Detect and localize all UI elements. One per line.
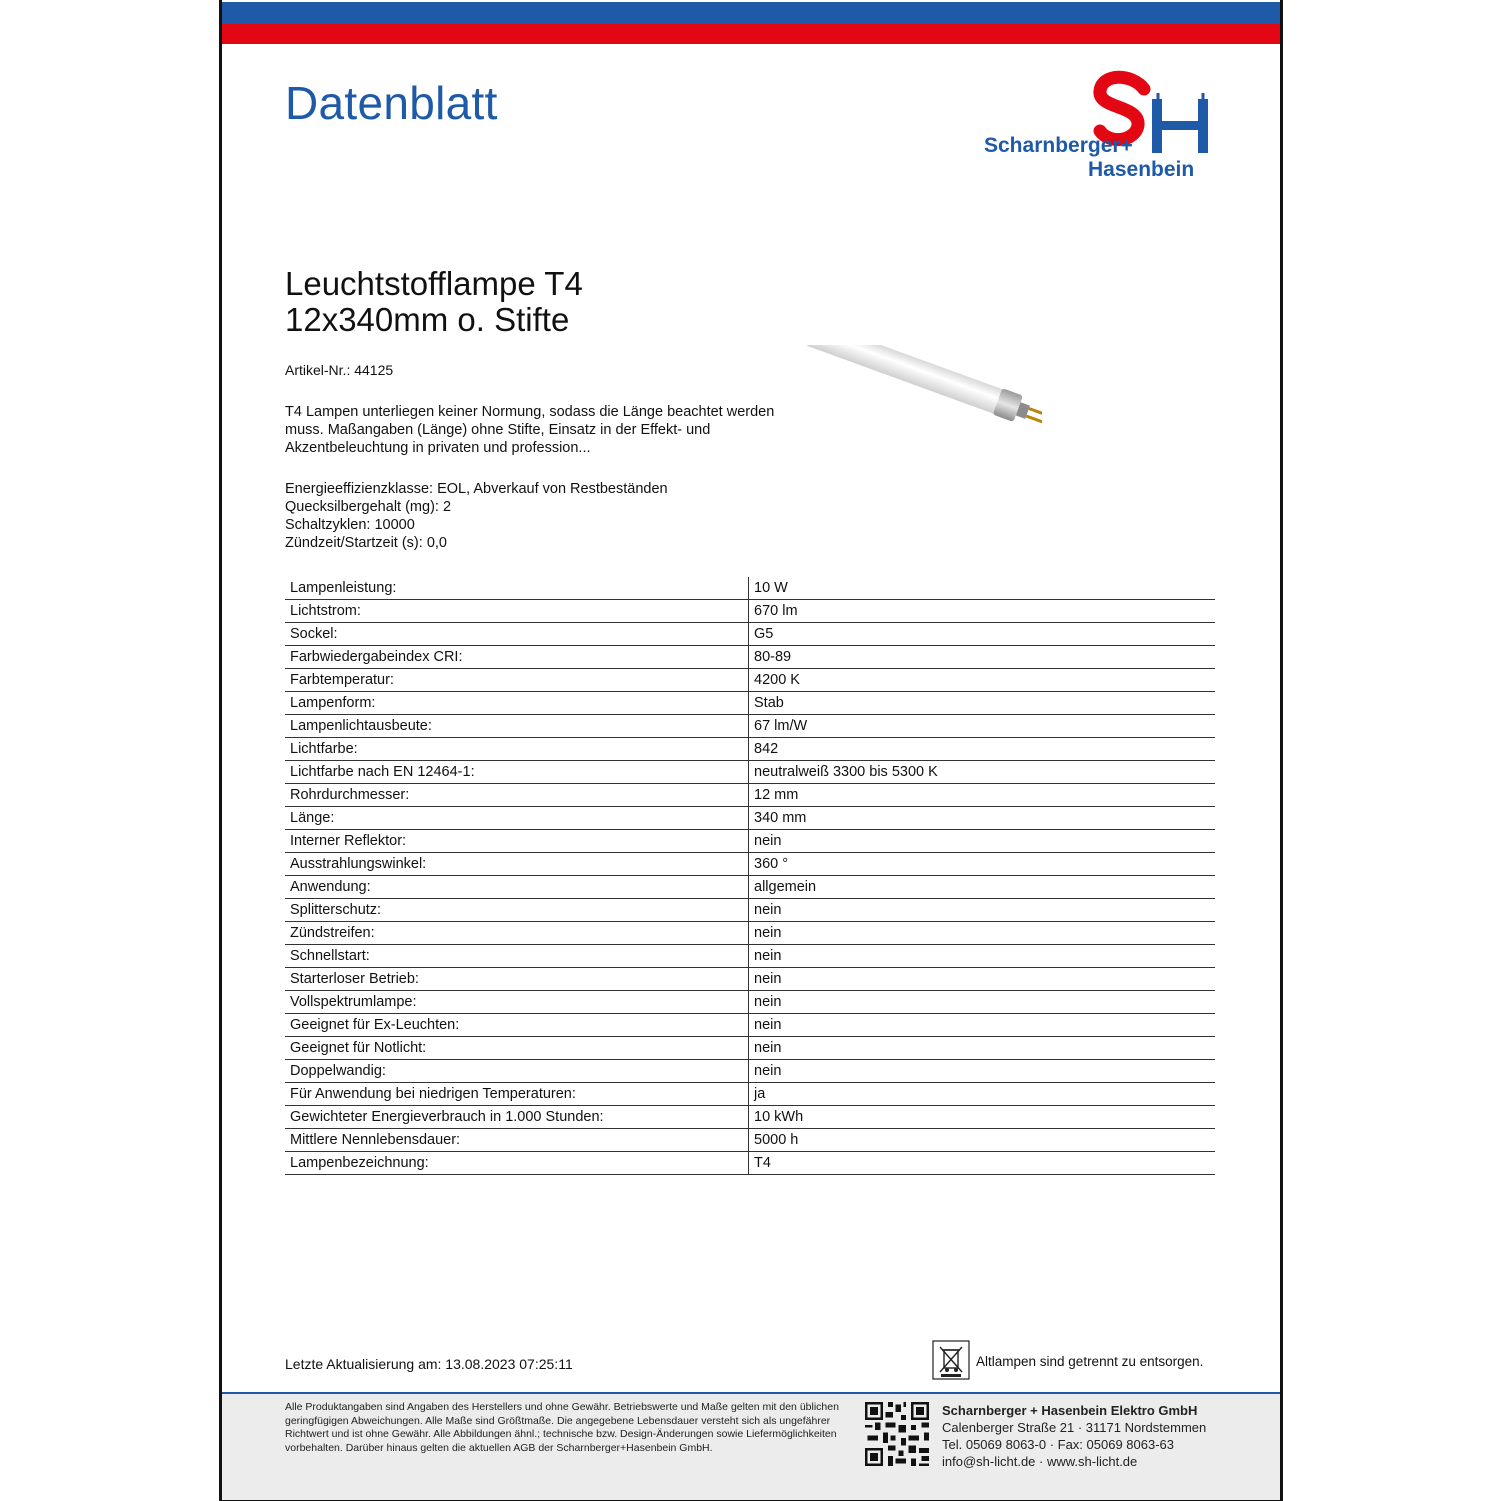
spec-label: Rohrdurchmesser: xyxy=(285,784,749,807)
spec-value: 842 xyxy=(749,738,1216,761)
spec-item: Energieeffizienzklasse: EOL, Abverkauf von Restbeständen xyxy=(285,481,668,497)
table-row xyxy=(285,1014,1215,1037)
table-row xyxy=(285,968,1215,991)
table-row xyxy=(285,922,1215,945)
spec-label: Ausstrahlungswinkel: xyxy=(285,853,749,876)
table-row xyxy=(285,1083,1215,1106)
spec-value: Stab xyxy=(749,692,1216,715)
company-name: Scharnberger + Hasenbein Elektro GmbH xyxy=(942,1403,1198,1418)
table-row xyxy=(285,761,1215,784)
company-address: Calenberger Straße 21 · 31171 Nordstemmen xyxy=(942,1420,1207,1435)
datasheet-page xyxy=(219,0,1283,1501)
spec-value: G5 xyxy=(749,623,1216,646)
product-title-line2: 12x340mm o. Stifte xyxy=(285,301,570,338)
spec-value: nein xyxy=(749,922,1216,945)
spec-label: Splitterschutz: xyxy=(285,899,749,922)
brand-name-line2: Hasenbein xyxy=(1088,158,1195,181)
company-web: info@sh-licht.de · www.sh-licht.de xyxy=(942,1454,1138,1469)
table-row xyxy=(285,945,1215,968)
spec-item: Schaltzyklen: 10000 xyxy=(285,517,415,533)
spec-value: ja xyxy=(749,1083,1216,1106)
spec-label: Schnellstart: xyxy=(285,945,749,968)
product-image xyxy=(802,345,1042,475)
spec-label: Geeignet für Ex-Leuchten: xyxy=(285,1014,749,1037)
brand-name-line1: Scharnberger+ xyxy=(984,134,1133,157)
spec-label: Anwendung: xyxy=(285,876,749,899)
spec-label: Doppelwandig: xyxy=(285,1060,749,1083)
spec-value: nein xyxy=(749,830,1216,853)
product-title-line1: Leuchtstofflampe T4 xyxy=(285,265,583,302)
spec-label: Für Anwendung bei niedrigen Temperaturen: xyxy=(285,1083,749,1106)
table-row xyxy=(285,1152,1215,1175)
spec-label: Lichtfarbe nach EN 12464-1: xyxy=(285,761,749,784)
table-row xyxy=(285,830,1215,853)
table-row xyxy=(285,784,1215,807)
last-updated: Letzte Aktualisierung am: 13.08.2023 07:25:11 xyxy=(285,1356,573,1372)
header-band-blue xyxy=(222,2,1280,24)
spec-label: Lampenlichtausbeute: xyxy=(285,715,749,738)
spec-value: neutralweiß 3300 bis 5300 K xyxy=(749,761,1216,784)
spec-value: 670 lm xyxy=(749,600,1216,623)
spec-value: 80-89 xyxy=(749,646,1216,669)
table-row xyxy=(285,1037,1215,1060)
table-row xyxy=(285,692,1215,715)
table-row xyxy=(285,715,1215,738)
product-description: T4 Lampen unterliegen keiner Normung, sodass die Länge beachtet werden muss. Maßangaben (Länge) ohne Stifte, Einsatz in der Effekt- und Akzentbeleuchtung in privaten und profession... xyxy=(285,404,775,456)
legal-notice: Alle Produktangaben sind Angaben des Herstellers und ohne Gewähr. Betriebswerte und Maße gelten mit den üblichen geringfügigen Abweichungen. Alle Maße sind Größtmaße. Die angegebene Lebensdauer versteht sich als ungefährer Richtwert und ist ohne Gewähr. Alle Abbildungen ähnl.; technische bzw. Design-Änderungen sowie Liefermöglichkeiten vorbehalten. Darüber hinaus gelten die aktuellen AGB der Scharnberger+Hasenbein GmbH. xyxy=(285,1401,839,1454)
qr-code-icon xyxy=(865,1402,929,1466)
spec-label: Farbtemperatur: xyxy=(285,669,749,692)
spec-value: 67 lm/W xyxy=(749,715,1216,738)
spec-label: Zündstreifen: xyxy=(285,922,749,945)
table-row xyxy=(285,623,1215,646)
spec-value: 10 kWh xyxy=(749,1106,1216,1129)
spec-value: nein xyxy=(749,991,1216,1014)
spec-value: 10 W xyxy=(749,577,1216,600)
article-number: Artikel-Nr.: 44125 xyxy=(285,362,394,378)
spec-label: Lampenleistung: xyxy=(285,577,749,600)
spec-label: Lichtfarbe: xyxy=(285,738,749,761)
header-band-red xyxy=(222,24,1280,44)
page-title: Datenblatt xyxy=(285,77,498,129)
company-contact xyxy=(942,1402,1206,1470)
table-row xyxy=(285,1129,1215,1152)
table-row xyxy=(285,876,1215,899)
recycling-bin-icon xyxy=(932,1340,970,1380)
spec-label: Lampenform: xyxy=(285,692,749,715)
spec-value: 360 ° xyxy=(749,853,1216,876)
spec-label: Lichtstrom: xyxy=(285,600,749,623)
table-row xyxy=(285,853,1215,876)
table-row xyxy=(285,669,1215,692)
spec-label: Mittlere Nennlebensdauer: xyxy=(285,1129,749,1152)
spec-label: Gewichteter Energieverbrauch in 1.000 Stunden: xyxy=(285,1106,749,1129)
spec-label: Vollspektrumlampe: xyxy=(285,991,749,1014)
spec-label: Geeignet für Notlicht: xyxy=(285,1037,749,1060)
spec-value: nein xyxy=(749,1060,1216,1083)
spec-label: Sockel: xyxy=(285,623,749,646)
table-row xyxy=(285,991,1215,1014)
spec-value: 12 mm xyxy=(749,784,1216,807)
disposal-note: Altlampen sind getrennt zu entsorgen. xyxy=(976,1354,1204,1369)
spec-value: nein xyxy=(749,1037,1216,1060)
company-phone: Tel. 05069 8063-0 · Fax: 05069 8063-63 xyxy=(942,1437,1175,1452)
spec-value: allgemein xyxy=(749,876,1216,899)
spec-label: Lampenbezeichnung: xyxy=(285,1152,749,1175)
table-row xyxy=(285,899,1215,922)
spec-value: nein xyxy=(749,899,1216,922)
table-row xyxy=(285,738,1215,761)
spec-label: Starterloser Betrieb: xyxy=(285,968,749,991)
table-row xyxy=(285,646,1215,669)
spec-list xyxy=(285,480,668,552)
spec-label: Interner Reflektor: xyxy=(285,830,749,853)
spec-value: T4 xyxy=(749,1152,1216,1175)
spec-value: nein xyxy=(749,945,1216,968)
spec-value: 5000 h xyxy=(749,1129,1216,1152)
table-row xyxy=(285,1106,1215,1129)
spec-table xyxy=(285,577,1215,1175)
spec-value: 4200 K xyxy=(749,669,1216,692)
spec-value: nein xyxy=(749,1014,1216,1037)
table-row xyxy=(285,577,1215,600)
product-title xyxy=(285,266,583,338)
spec-item: Zündzeit/Startzeit (s): 0,0 xyxy=(285,535,447,551)
spec-label: Farbwiedergabeindex CRI: xyxy=(285,646,749,669)
spec-value: nein xyxy=(749,968,1216,991)
spec-label: Länge: xyxy=(285,807,749,830)
spec-item: Quecksilbergehalt (mg): 2 xyxy=(285,499,452,515)
spec-value: 340 mm xyxy=(749,807,1216,830)
table-row xyxy=(285,600,1215,623)
table-row xyxy=(285,807,1215,830)
table-row xyxy=(285,1060,1215,1083)
